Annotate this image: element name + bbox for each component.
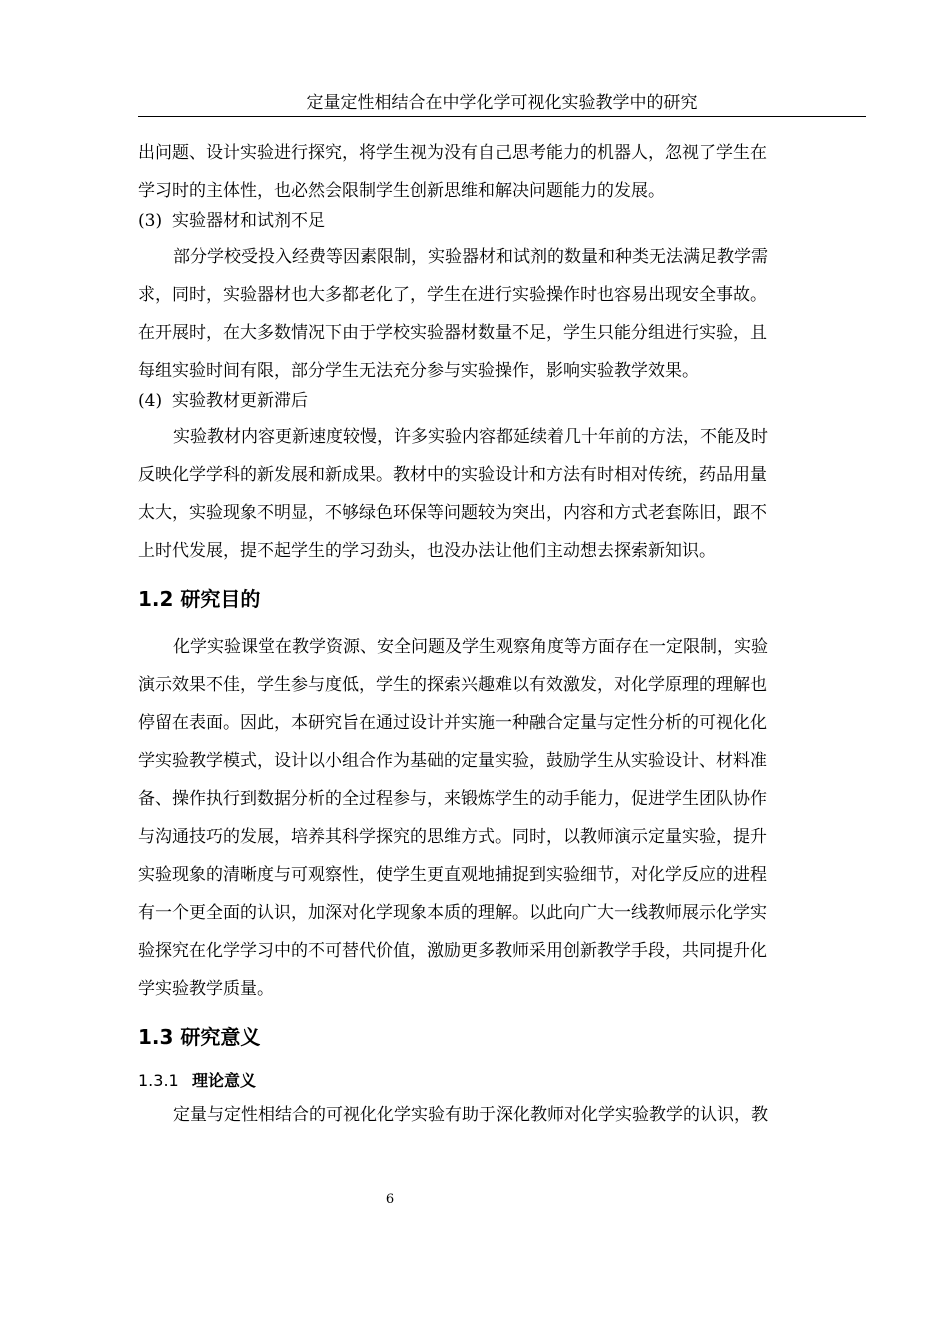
list-item-number: (3) (138, 211, 163, 231)
text-line: 部分学校受投入经费等因素限制，实验器材和试剂的数量和种类无法满足教学需 (173, 247, 768, 267)
section-heading-1-3: 1.3 研究意义 (138, 1025, 261, 1049)
text-line: 备、操作执行到数据分析的全过程参与，来锻炼学生的动手能力，促进学生团队协作 (138, 789, 767, 809)
text-line: 演示效果不佳，学生参与度低，学生的探索兴趣难以有效激发，对化学原理的理解也 (138, 675, 767, 695)
text-line: 太大，实验现象不明显，不够绿色环保等问题较为突出，内容和方式老套陈旧，跟不 (138, 503, 767, 523)
page-number: 6 (385, 1192, 395, 1207)
paragraph-textbook-outdated (138, 418, 864, 570)
text-line: 在开展时，在大多数情况下由于学校实验器材数量不足，学生只能分组进行实验，且 (138, 323, 767, 343)
subsection-title: 理论意义 (192, 1071, 257, 1090)
subsection-heading-1-3-1 (138, 1066, 864, 1096)
paragraph-research-purpose (138, 628, 864, 1008)
text-line: 化学实验课堂在教学资源、安全问题及学生观察角度等方面存在一定限制，实验 (173, 637, 768, 657)
text-line: 求，同时，实验器材也大多都老化了，学生在进行实验操作时也容易出现安全事故。 (138, 285, 767, 305)
text-line: 实验现象的清晰度与可观察性，使学生更直观地捕捉到实验细节，对化学反应的进程 (138, 865, 767, 885)
running-header-title: 定量定性相结合在中学化学可视化实验教学中的研究 (306, 93, 698, 113)
list-item-title: 实验教材更新滞后 (172, 391, 308, 411)
running-header (138, 92, 866, 117)
text-line: 定量与定性相结合的可视化化学实验有助于深化教师对化学实验教学的认识，教 (173, 1105, 768, 1125)
list-item-title: 实验器材和试剂不足 (172, 211, 325, 231)
text-line: 学实验教学模式，设计以小组合作为基础的定量实验，鼓励学生从实验设计、材料准 (138, 751, 767, 771)
list-item-number: (4) (138, 391, 163, 411)
paragraph-equipment-shortage (138, 238, 864, 390)
text-line: 反映化学学科的新发展和新成果。教材中的实验设计和方法有时相对传统，药品用量 (138, 465, 767, 485)
text-line: 有一个更全面的认识，加深对化学现象本质的理解。以此向广大一线教师展示化学实 (138, 903, 767, 923)
page-body (138, 130, 864, 1134)
subsection-number: 1.3.1 (138, 1071, 179, 1090)
text-line: 出问题、设计实验进行探究，将学生视为没有自己思考能力的机器人，忽视了学生在 (138, 143, 767, 163)
text-line: 验探究在化学学习中的不可替代价值，激励更多教师采用创新教学手段，共同提升化 (138, 941, 767, 961)
text-line: 上时代发展，提不起学生的学习劲头，也没办法让他们主动想去探索新知识。 (138, 541, 716, 561)
text-line: 学习时的主体性，也必然会限制学生创新思维和解决问题能力的发展。 (138, 181, 665, 201)
text-line: 实验教材内容更新速度较慢，许多实验内容都延续着几十年前的方法，不能及时 (173, 427, 768, 447)
text-line: 学实验教学质量。 (138, 979, 274, 999)
text-line: 每组实验时间有限，部分学生无法充分参与实验操作，影响实验教学效果。 (138, 361, 699, 381)
text-line: 停留在表面。因此，本研究旨在通过设计并实施一种融合定量与定性分析的可视化化 (138, 713, 767, 733)
paragraph-teacher-centered (138, 134, 864, 210)
paragraph-theoretical-significance (138, 1096, 864, 1134)
text-line: 与沟通技巧的发展，培养其科学探究的思维方式。同时，以教师演示定量实验，提升 (138, 827, 767, 847)
section-heading-1-2: 1.2 研究目的 (138, 587, 261, 611)
